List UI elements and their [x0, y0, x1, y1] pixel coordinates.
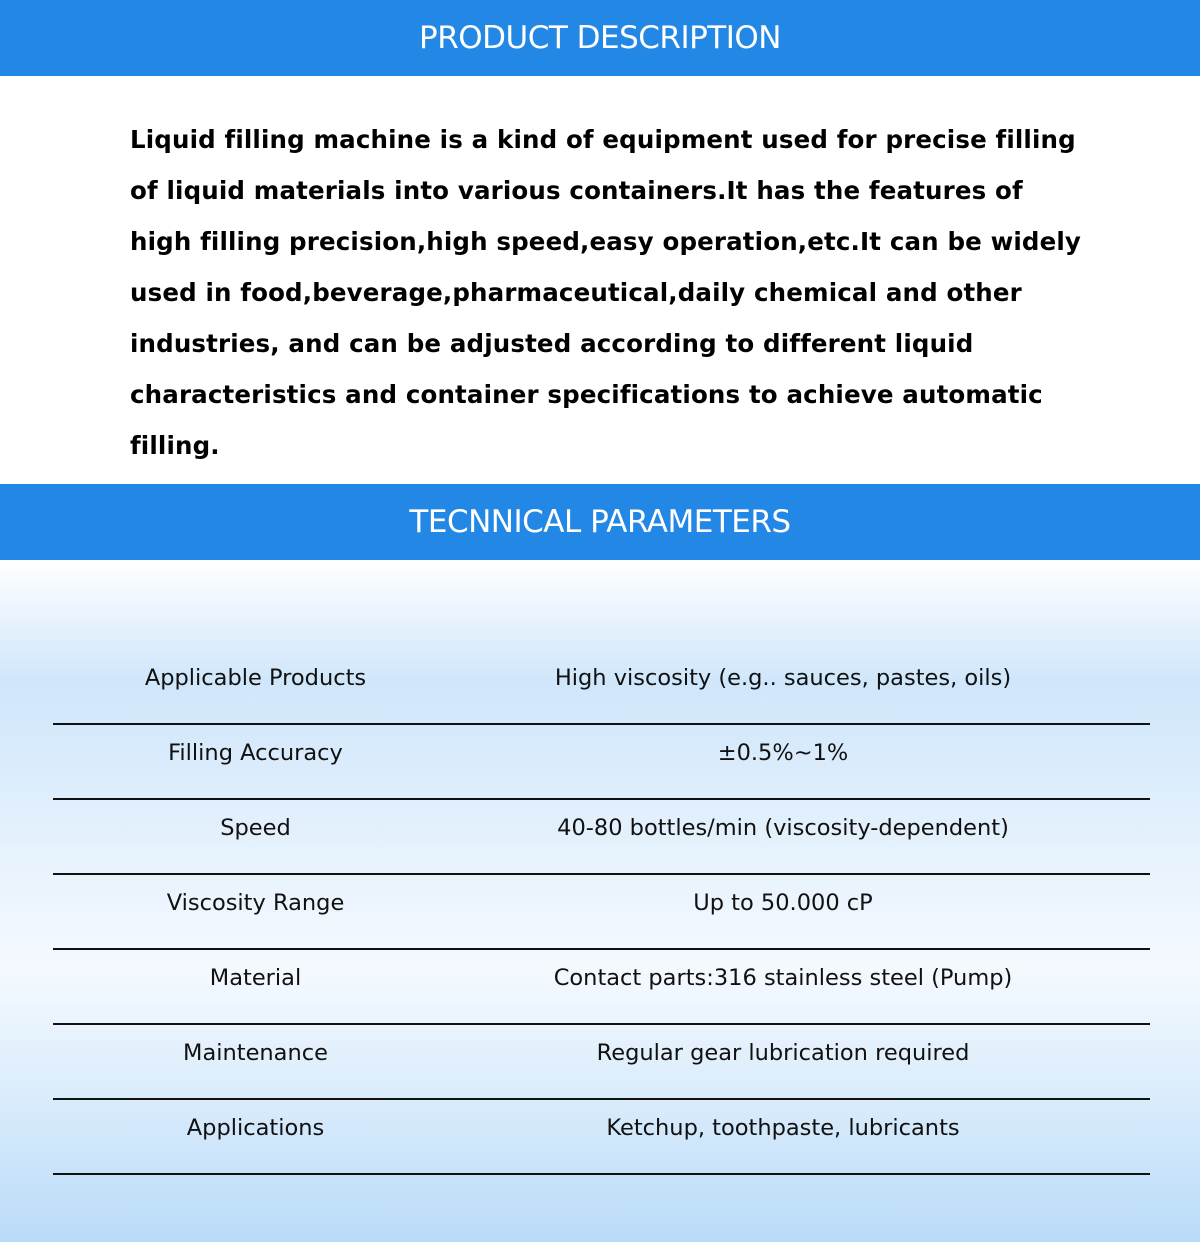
table-row: [53, 1025, 1150, 1100]
technical-parameters-header: [0, 484, 1200, 560]
param-label: Maintenance: [183, 1040, 328, 1066]
product-description-header: [0, 0, 1200, 76]
table-row: [53, 875, 1150, 950]
param-value: Ketchup, toothpaste, lubricants: [606, 1115, 960, 1141]
param-value: 40-80 bottles/min (viscosity-dependent): [557, 815, 1009, 841]
param-label: Speed: [220, 815, 291, 841]
param-value: Up to 50.000 cP: [693, 890, 873, 916]
param-value: High viscosity (e.g.. sauces, pastes, oils): [554, 665, 1012, 691]
param-label: Material: [209, 965, 302, 991]
technical-parameters-title: TECNNICAL PARAMETERS: [409, 504, 791, 540]
param-value: Regular gear lubrication required: [596, 1040, 970, 1066]
param-label: Applications: [186, 1115, 325, 1141]
parameters-table: [53, 650, 1150, 1175]
table-row: [53, 1100, 1150, 1175]
param-label: Viscosity Range: [166, 890, 345, 916]
product-description-title: PRODUCT DESCRIPTION: [419, 20, 781, 56]
table-row: [53, 650, 1150, 725]
param-label: Applicable Products: [144, 665, 367, 691]
product-description-text: Liquid filling machine is a kind of equipment used for precise filling of liquid materials into various containers.It has the features of high filling precision,high speed,easy operation,etc.It can be widely used in food,beverage,pharmaceutical,daily chemical and other industries, and can be adjusted according to different liquid characteristics and container specifications to achieve automatic filling.: [130, 125, 1082, 460]
table-row: [53, 725, 1150, 800]
table-row: [53, 800, 1150, 875]
param-label: Filling Accuracy: [168, 740, 343, 766]
param-value: Contact parts:316 stainless steel (Pump): [553, 965, 1013, 991]
param-value: ±0.5%~1%: [717, 740, 849, 766]
table-row: [53, 950, 1150, 1025]
